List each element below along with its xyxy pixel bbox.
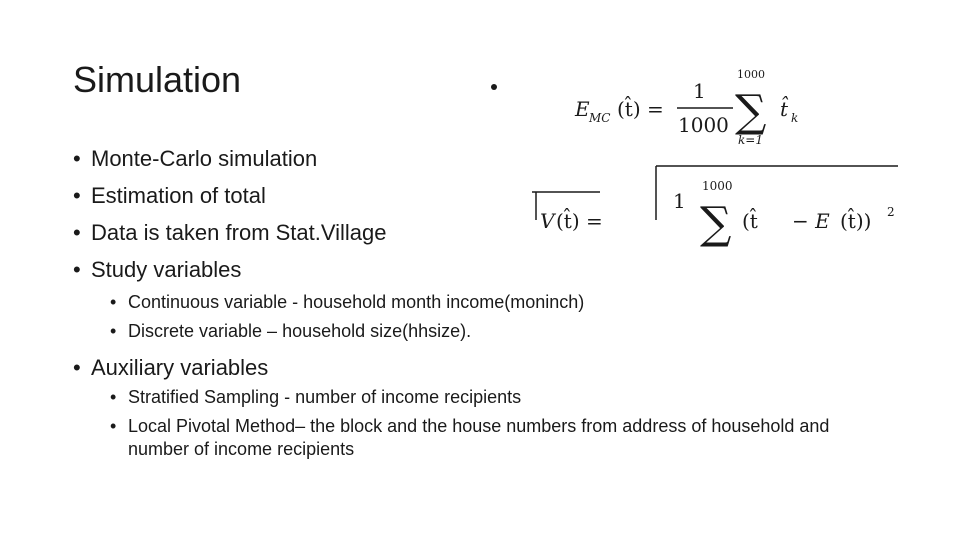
emc-lhs-sub: MC: [589, 111, 611, 125]
var-exp: 2: [887, 205, 895, 219]
emc-sum-bottom: k=1: [738, 133, 763, 147]
bullet-data-source: • Data is taken from Stat.Village: [73, 214, 893, 251]
var-arg: (t̂) =: [556, 209, 603, 233]
var-lhs: V: [540, 209, 555, 233]
stray-bullet-dot: [491, 84, 497, 90]
emc-numerator: 1: [693, 79, 706, 103]
var-term3: (t̂)): [840, 209, 872, 233]
emc-sum-top: 1000: [737, 68, 765, 81]
bullet-list: [73, 140, 893, 467]
bullet-study-variables: • Study variables: [73, 251, 893, 288]
emc-denominator: 1000: [678, 113, 729, 137]
var-sum-top: 1000: [702, 179, 733, 193]
auxiliary-variables-sublist-wrap: [73, 386, 893, 461]
sub-bullet-continuous: • Continuous variable - household month income(moninch): [73, 291, 843, 314]
emc-sigma: ∑: [735, 86, 767, 137]
sub-bullet-discrete: • Discrete variable – household size(hhsize).: [73, 320, 843, 343]
emc-formula-image: [575, 70, 815, 150]
study-variables-sublist-wrap: [73, 291, 893, 343]
study-variables-sublist: [73, 291, 893, 343]
slide-title: Simulation: [73, 59, 242, 100]
var-term2: − E: [792, 209, 830, 233]
emc-term-sub: k: [791, 111, 799, 125]
var-sigma: ∑: [700, 198, 732, 249]
var-term: (t̂: [742, 209, 758, 233]
emc-term: t̂: [780, 97, 789, 121]
bullet-estimation: • Estimation of total: [73, 177, 893, 214]
var-numerator: 1: [673, 189, 686, 213]
bullet-monte-carlo: • Monte-Carlo simulation: [73, 140, 893, 177]
sub-bullet-stratified: • Stratified Sampling - number of income recipients: [73, 386, 843, 409]
bullet-auxiliary-variables: • Auxiliary variables: [73, 349, 893, 386]
sub-bullet-local-pivotal: • Local Pivotal Method– the block and the house numbers from address of household and number of income recipients: [73, 415, 843, 461]
emc-arg: (t̂) =: [617, 97, 664, 121]
auxiliary-variables-sublist: [73, 386, 893, 461]
emc-lhs: E: [575, 97, 590, 121]
